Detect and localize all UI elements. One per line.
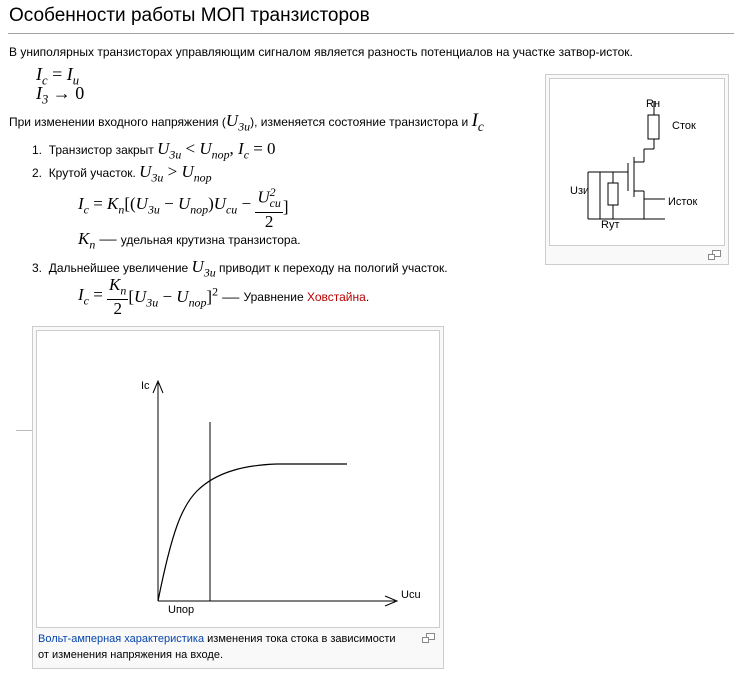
drain-label: Сток (672, 120, 696, 132)
kn-definition: $K_n$ — удельная крутизна транзистора. (78, 229, 301, 252)
circuit-thumbnail (545, 74, 729, 265)
rn-label: Rн (646, 98, 661, 110)
enlarge-icon[interactable] (422, 633, 435, 643)
graph-caption: Вольт-амперная характеристика изменения тока стока в зависимости от изменения напряжения на входе. (38, 633, 396, 661)
stray-rule (16, 430, 33, 431)
formula-i3-zero: $I_3 \to 0$ (36, 83, 85, 107)
y-axis-label: Ic (141, 380, 150, 392)
uzi-label: Uзи (570, 185, 590, 197)
circuit-image[interactable] (549, 78, 725, 246)
formula-ic-iu: $I_c = I_и$ (36, 64, 80, 88)
formula-ic-saturation: $I_c$ = $\frac{K_n}{2}$ $[U_{3и} - U_{пор}]^2$ — Уравнение Ховстайна. (78, 275, 370, 319)
intro-paragraph: В униполярных транзисторах управляющим сигналом является разность потенциалов на участке затвор-исток. (9, 45, 633, 59)
list-item: 2. Крутой участок. $U_{3и} > U_{пор}$ (32, 162, 212, 185)
page-title: Особенности работы МОП транзисторов (9, 5, 370, 26)
source-label: Исток (668, 196, 698, 208)
hovstein-link[interactable]: Ховстайна (306, 290, 366, 305)
iv-characteristic-link[interactable]: Вольт-амперная характеристика (38, 633, 205, 645)
formula-ic-linear: $I_c = K_n[(U_{3и} - U_{пор})U_{си}$ − $\frac{U^2_{си}}{2}$ ] (78, 185, 289, 232)
graph-image[interactable] (36, 330, 440, 628)
threshold-label: Uпор (168, 604, 195, 616)
title-divider (8, 33, 734, 34)
list-item: 1. Транзистор закрыт $U_{3и} < U_{пор}$, $I_c = 0$ (32, 139, 276, 162)
enlarge-icon[interactable] (708, 250, 721, 260)
iv-curve (158, 464, 347, 601)
iv-characteristic-graph (37, 331, 439, 627)
voltage-sentence: При изменении входного напряжения $(U_{3и})$, изменяется состояние транзистора и $I_c$ (9, 110, 484, 134)
list-item: 3. Дальнейшее увеличение $U_{3и}$ приводит к переходу на пологий участок. (32, 257, 448, 280)
graph-thumbnail (32, 326, 444, 669)
x-axis-label: Ucu (401, 589, 421, 601)
rut-label: Rут (601, 219, 620, 231)
mosfet-circuit-diagram (550, 79, 724, 245)
